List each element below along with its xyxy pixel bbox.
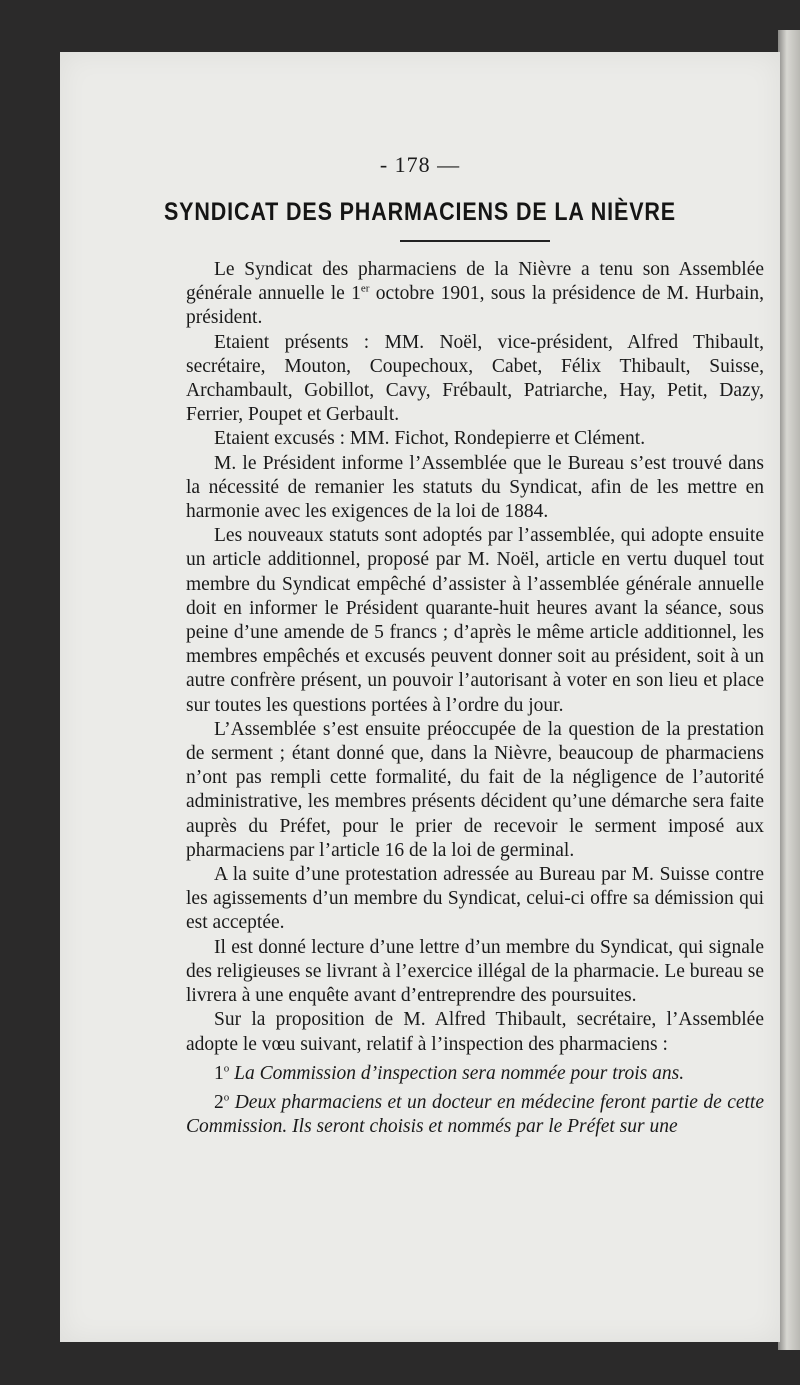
page-title: SYNDICAT DES PHARMACIENS DE LA NIÈVRE xyxy=(163,198,677,226)
resolution-list xyxy=(186,1062,764,1140)
paragraph-2: Etaient présents : MM. Noël, vice-président, Alfred Thibault, secrétaire, Mouton, Coupechoux, Cabet, Félix Thibault, Suisse, Archambault, Gobillot, Cavy, Frébault, Patriarche, Hay, Petit, Dazy, Ferrier, Poupet et Gerbault. xyxy=(186,331,764,426)
list-item-text: Deux pharmaciens et un docteur en médecine feront partie de cette Commission. Ils seront choisis et nommés par le Préfet sur une xyxy=(186,1091,764,1138)
paragraph-9: Sur la proposition de M. Alfred Thibault, secrétaire, l’Assemblée adopte le vœu suivant, relatif à l’inspection des pharmaciens : xyxy=(186,1009,764,1055)
paragraph-1-superscript: er xyxy=(360,282,370,295)
list-item xyxy=(186,1062,764,1086)
paragraph-1-text-a: Le Syndicat des pharmaciens de la Nièvre a tenu son Assemblée générale annuelle le 1 xyxy=(186,259,764,305)
paragraph-1 xyxy=(186,258,764,331)
paragraph-6: L’Assemblée s’est ensuite préoccupée de la question de la prestation de serment ; étant donné que, dans la Nièvre, beaucoup de pharmaciens n’ont pas rempli cette formalité, du fait de la négligence de l’autorité administrative, les membres présents décident qu’une démarche sera faite auprès du Préfet, pour le prier de recevoir le serment imposé aux pharmaciens par l’article 16 de la loi de germinal. xyxy=(186,718,764,861)
paragraph-5: Les nouveaux statuts sont adoptés par l’assemblée, qui adopte ensuite un article additionnel, proposé par M. Noël, article en vertu duquel tout membre du Syndicat empêché d’assister à l’assemblée générale annuelle doit en informer le Président quarante-huit heures avant la séance, sous peine d’une amende de 5 francs ; d’après le même article additionnel, les membres empêchés et excusés peuvent donner soit au président, soit à un autre confrère présent, un pouvoir l’autorisant à voter en son lieu et place sur toutes les questions portées à l’ordre du jour. xyxy=(186,525,764,716)
body-text xyxy=(186,258,764,1139)
list-item-number: 2 xyxy=(214,1091,224,1113)
list-item-text: La Commission d’inspection sera nommée pour trois ans. xyxy=(229,1062,685,1084)
page-number: - 178 — xyxy=(379,152,461,177)
paragraph-7: A la suite d’une protestation adressée au Bureau par M. Suisse contre les agissements d’un membre du Syndicat, celui-ci offre sa démission qui est acceptée. xyxy=(186,864,764,934)
paragraph-1-text-b: octobre 1901, sous la présidence de M. Hurbain, président. xyxy=(186,283,765,329)
list-item-number: 1 xyxy=(214,1062,224,1084)
title-underline xyxy=(400,240,550,242)
document-page xyxy=(60,52,780,1342)
paragraph-4: M. le Président informe l’Assemblée que le Bureau s’est trouvé dans la nécessité de remanier les statuts du Syndicat, afin de les mettre en harmonie avec les exigences de la loi de 1884. xyxy=(186,452,764,523)
paragraph-3: Etaient excusés : MM. Fichot, Rondepierre et Clément. xyxy=(214,428,646,450)
page-edge xyxy=(778,30,800,1350)
list-item xyxy=(186,1091,764,1139)
list-item-ordinal: o xyxy=(223,1091,230,1104)
paragraph-8: Il est donné lecture d’une lettre d’un membre du Syndicat, qui signale des religieuses se livrant à l’exercice illégal de la pharmacie. Le bureau se livrera à une enquête avant d’entreprendre des poursuites. xyxy=(186,936,764,1007)
list-item-ordinal: o xyxy=(223,1062,230,1075)
